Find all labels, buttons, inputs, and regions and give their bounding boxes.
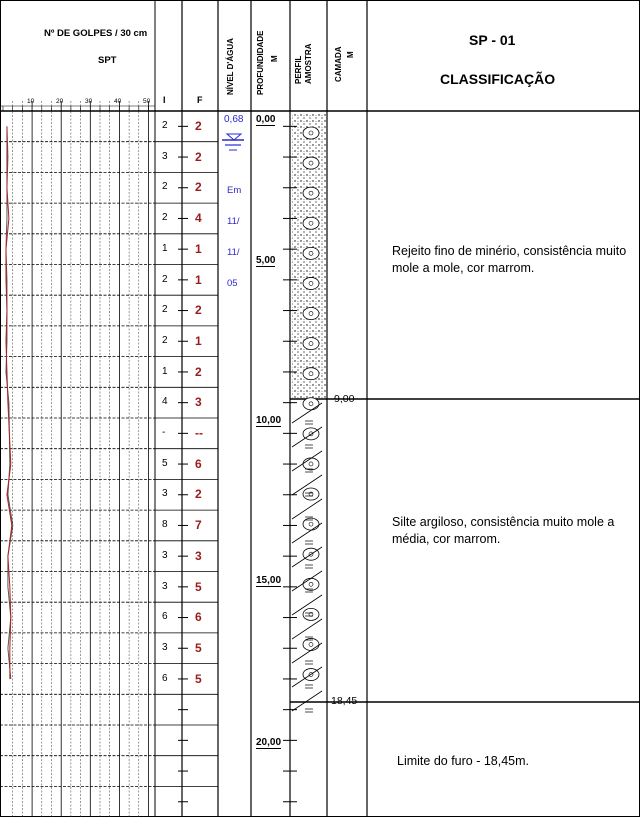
spt-final-value: 2 [195,149,202,164]
spt-final-value: 1 [195,241,202,256]
scale-tick-label: 40 [114,98,122,105]
spt-final-value: 7 [195,518,202,533]
col-f-header: F [197,95,203,105]
layer-2-description: Silte argiloso, consistência muito mole a média, cor marrom. [392,515,615,546]
sample-oval [303,247,319,259]
spt-initial-curve [6,126,13,679]
depth-header: PROFUNDIDADE [256,30,265,95]
sample-oval [303,458,319,470]
water-triangle [227,134,241,140]
depth-unit: M [270,55,279,62]
spt-final-value: 6 [195,456,202,471]
spt-final-value: -- [195,426,203,440]
sample-oval [303,338,319,350]
spt-final-value: 1 [195,272,202,287]
profile-header-1: PERFIL [294,55,303,84]
layer-header: CAMADA [334,46,343,82]
spt-final-value: 1 [195,333,202,348]
spt-initial-value: 2 [162,181,168,193]
spt-final-value: 6 [195,610,202,625]
water-date-line: 11/ [227,247,240,258]
depth-label: 15,00 [256,575,282,586]
spt-initial-value: 2 [162,334,168,346]
profile-layer-2-hatch [292,691,322,711]
spt-initial-value: 4 [162,396,168,408]
sample-oval [303,127,319,139]
spt-initial-value: 6 [162,672,168,684]
spt-label: SPT [98,55,117,66]
sample-oval [303,488,319,500]
sample-oval [303,608,319,620]
spt-initial-value: 8 [162,519,168,531]
spt-initial-value: 3 [162,549,168,561]
water-level-header: NÍVEL D'ÁGUA [226,38,235,95]
scale-tick-label: 20 [56,98,64,105]
depth-label: 5,00 [256,255,276,266]
profile-header-2: AMOSTRA [304,43,313,84]
water-date-line: Em [227,185,242,196]
sample-oval [303,578,319,590]
depth-label: 20,00 [256,737,282,748]
sample-oval [303,187,319,199]
sample-oval [303,398,319,410]
layer-1-bottom: 9,00 [334,393,355,405]
layer-3-description: Limite do furo - 18,45m. [397,754,530,768]
spt-final-value: 3 [195,395,202,410]
sample-oval [303,157,319,169]
water-level-value: 0,68 [224,114,244,125]
sample-oval [303,277,319,289]
classification-title: CLASSIFICAÇÃO [440,71,556,87]
spt-initial-value: 5 [162,457,168,469]
spt-initial-value: 2 [162,212,168,224]
spt-final-value: 2 [195,180,202,195]
spt-final-value: 2 [195,303,202,318]
spt-final-value: 2 [195,487,202,502]
scale-tick-label: 10 [27,98,35,105]
spt-final-value: 3 [195,548,202,563]
profile-layer-2-hatch [292,619,322,639]
spt-initial-value: 3 [162,641,168,653]
spt-final-value: 5 [195,579,202,594]
col-i-header: I [163,95,166,105]
depth-label: 10,00 [256,415,282,426]
spt-final-value: 5 [195,640,202,655]
spt-initial-value: 3 [162,488,168,500]
spt-initial-value: 1 [162,242,168,254]
sample-oval [303,308,319,320]
sample-oval [303,217,319,229]
layer-2-bottom: 18,45 [331,695,358,707]
spt-initial-value: 3 [162,150,168,162]
spt-final-value: 4 [195,211,202,226]
scale-tick-label: 30 [85,98,93,105]
scale-tick-label: 50 [143,98,151,105]
spt-initial-value: 3 [162,580,168,592]
spt-initial-value: 2 [162,120,168,131]
spt-initial-value: 2 [162,304,168,316]
water-date-line: 05 [227,278,238,289]
water-date-line: 11/ [227,216,240,227]
spt-initial-value: 2 [162,273,168,285]
hole-id: SP - 01 [469,32,516,48]
blows-title: Nº DE GOLPES / 30 cm [44,28,148,39]
spt-final-value: 2 [195,364,202,379]
layer-unit: M [346,51,355,58]
spt-initial-value: - [162,427,166,438]
spt-final-value: 5 [195,671,202,686]
spt-initial-value: 6 [162,611,168,623]
spt-initial-value: 1 [162,365,168,377]
depth-label: 0,00 [256,114,276,125]
spt-final-value: 2 [195,119,202,133]
sample-oval [303,368,319,380]
layer-1-description: Rejeito fino de minério, consistência muito mole a mole, cor marrom. [392,244,627,275]
profile-layer-2-hatch [292,499,322,519]
